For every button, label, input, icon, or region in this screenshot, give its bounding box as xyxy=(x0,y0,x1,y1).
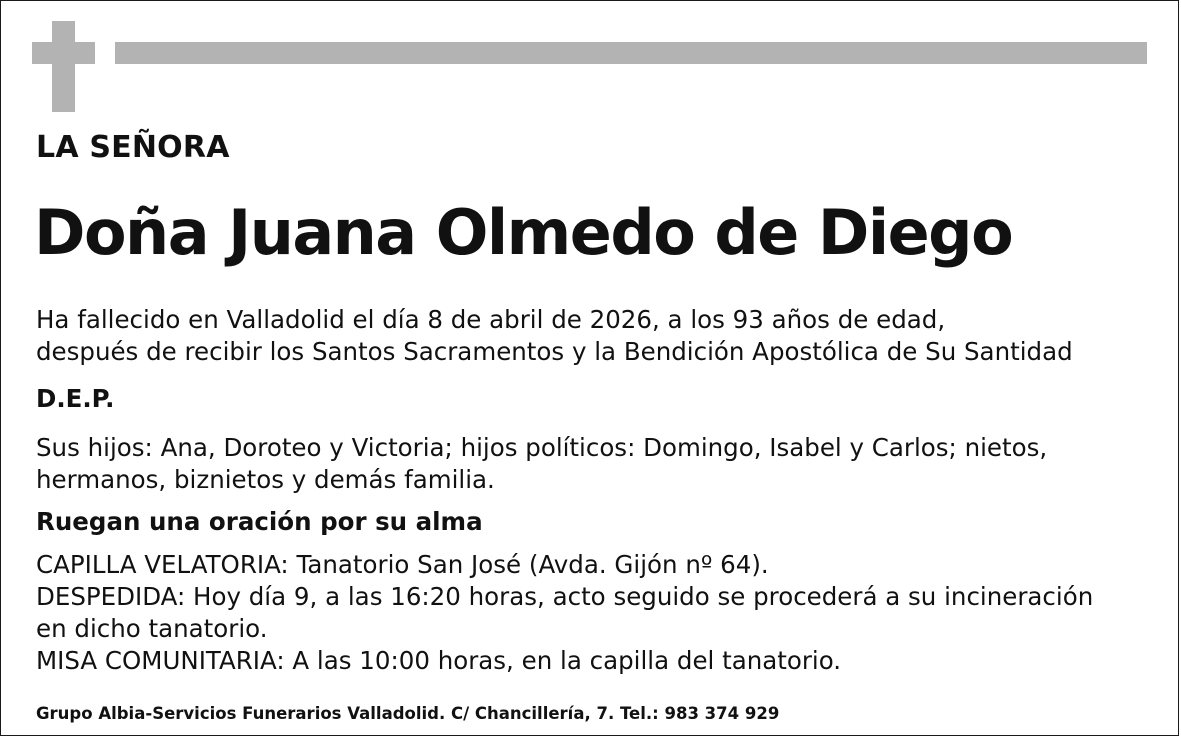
cross-horizontal-bar xyxy=(32,42,95,64)
family-list xyxy=(36,432,1047,496)
family-line: hermanos, biznietos y demás familia. xyxy=(36,465,495,494)
death-announcement xyxy=(36,304,1073,368)
service-line-farewell-cont: en dicho tanatorio. xyxy=(36,614,268,643)
service-line-mass: MISA COMUNITARIA: A las 10:00 horas, en la capilla del tanatorio. xyxy=(36,646,842,675)
prayer-request: Ruegan una oración por su alma xyxy=(36,507,483,536)
header-divider-bar xyxy=(115,42,1147,64)
announcement-line: Ha fallecido en Valladolid el día 8 de abril de 2026, a los 93 años de edad, xyxy=(36,305,946,334)
funeral-home-footer: Grupo Albia-Servicios Funerarios Valladolid. C/ Chancillería, 7. Tel.: 983 374 929 xyxy=(36,704,780,723)
cross-vertical-bar xyxy=(52,21,75,112)
salutation-title: LA SEÑORA xyxy=(36,130,230,165)
service-line-farewell: DESPEDIDA: Hoy día 9, a las 16:20 horas, acto seguido se procederá a su incineración xyxy=(36,582,1094,611)
announcement-line: después de recibir los Santos Sacramentos y la Bendición Apostólica de Su Santidad xyxy=(36,337,1073,366)
funeral-services xyxy=(36,549,1093,677)
deceased-name: Doña Juana Olmedo de Diego xyxy=(34,196,1013,269)
service-line-wake: CAPILLA VELATORIA: Tanatorio San José (Avda. Gijón nº 64). xyxy=(36,550,769,579)
rest-in-peace: D.E.P. xyxy=(36,384,115,413)
family-line: Sus hijos: Ana, Doroteo y Victoria; hijos políticos: Domingo, Isabel y Carlos; nietos, xyxy=(36,433,1048,462)
